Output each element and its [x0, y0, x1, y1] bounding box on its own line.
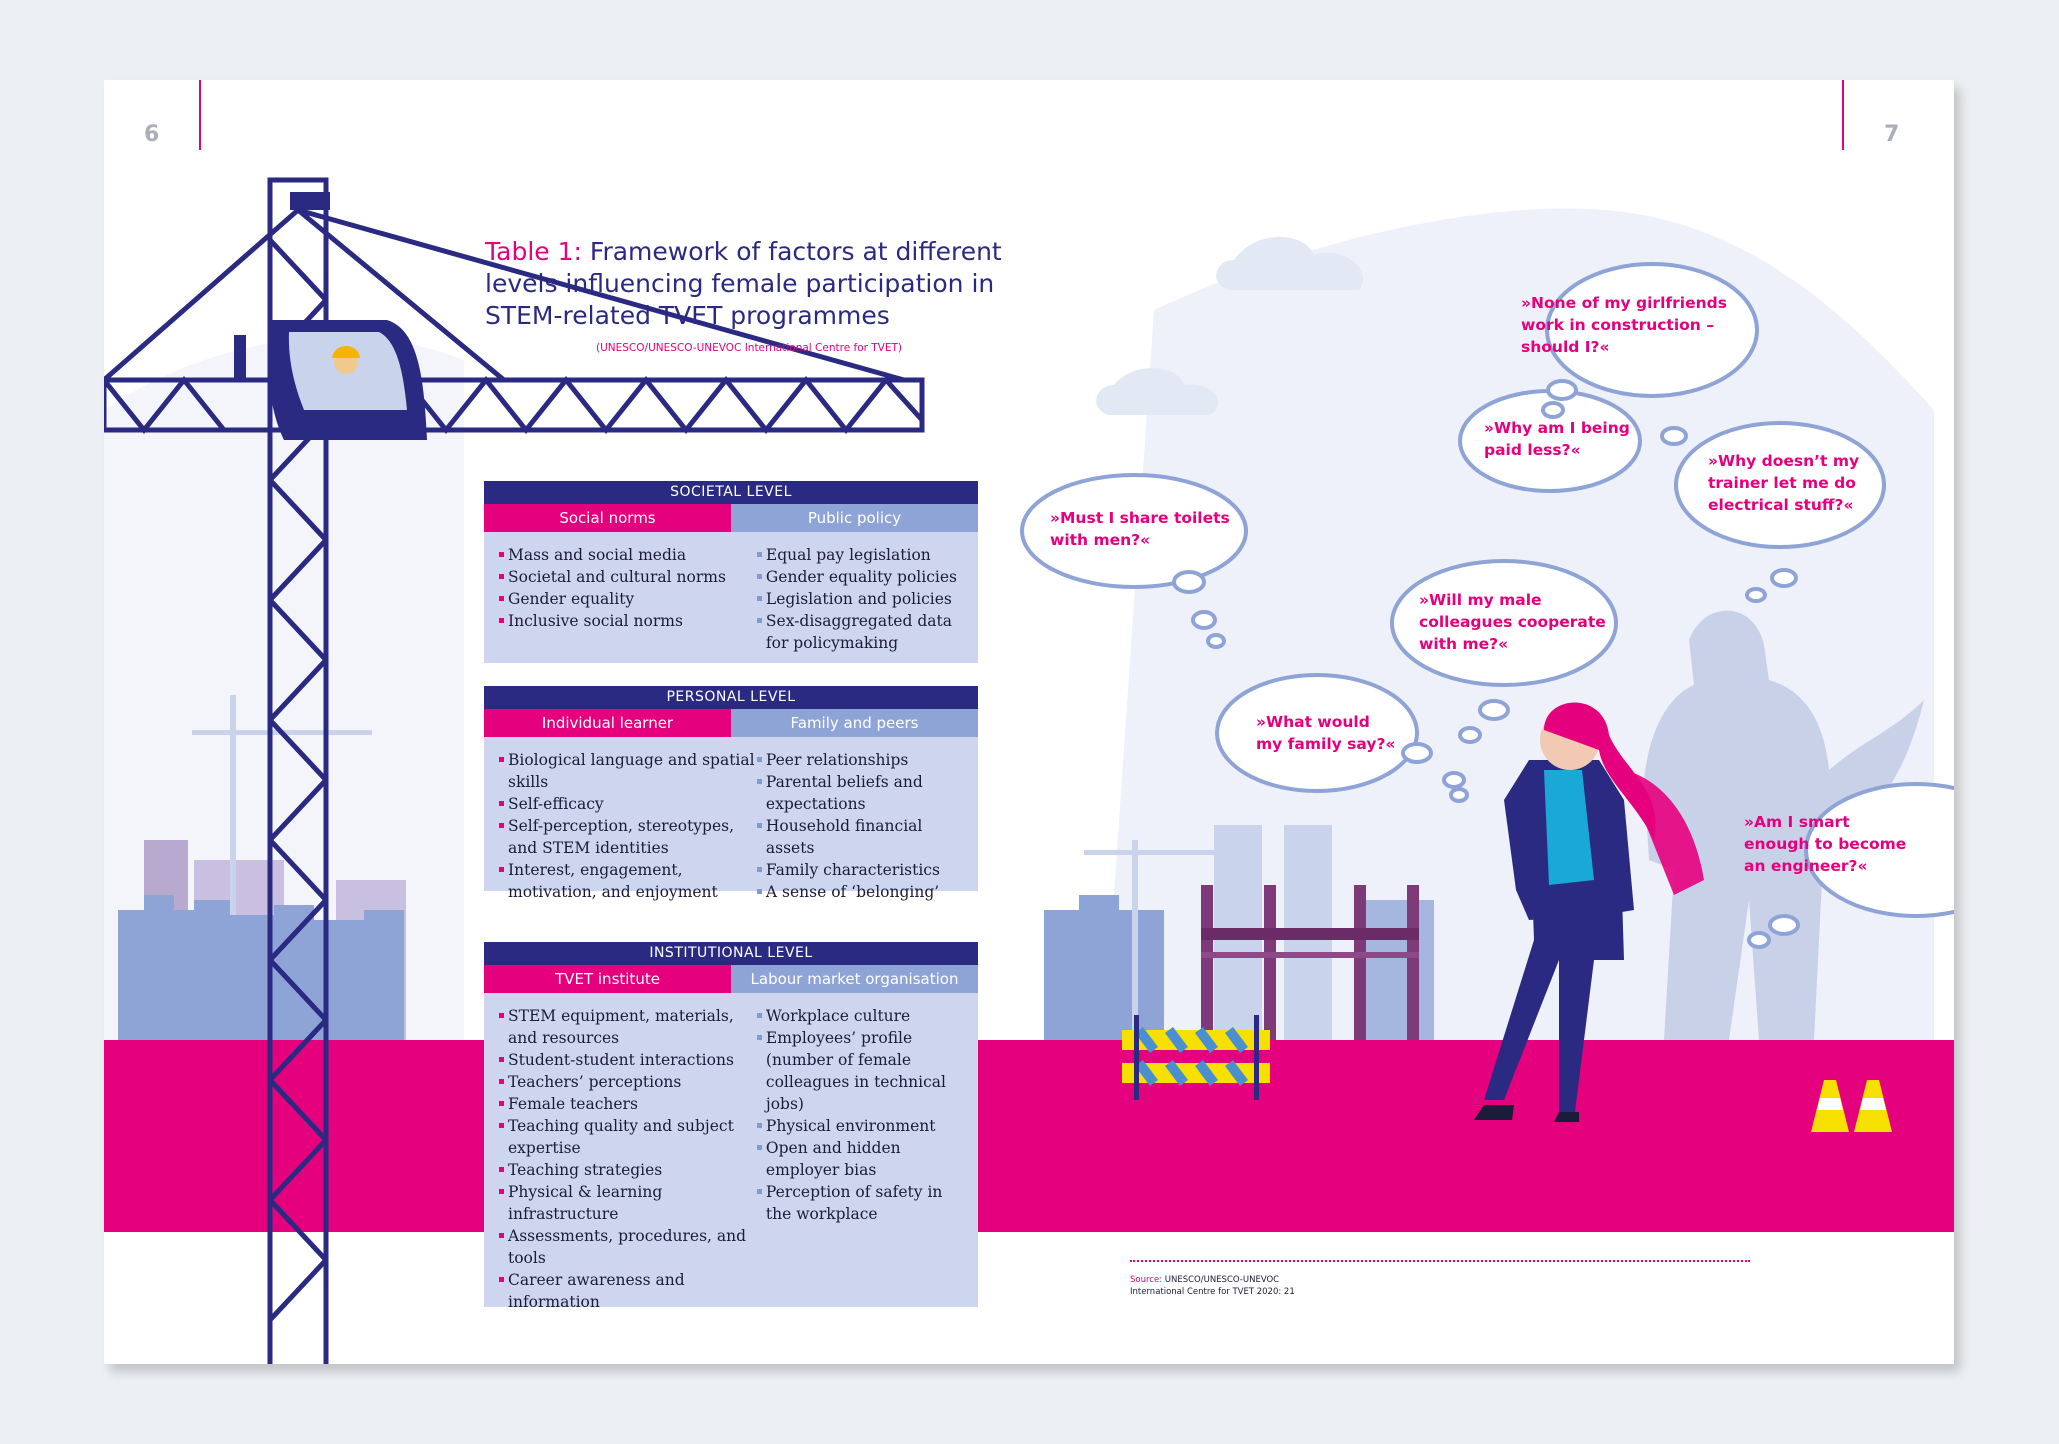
- thought-bubble-engineer: »Am I smart enough to become an engineer?«: [1744, 813, 1907, 875]
- page-number-right: 7: [1884, 122, 1900, 147]
- column-heading: Public policy: [731, 504, 978, 532]
- column-heading: Social norms: [484, 504, 731, 532]
- list-item: Physical & learning infrastructure: [508, 1181, 766, 1225]
- list-item: A sense of ‘belonging’: [766, 881, 968, 903]
- dotted-rule: [1130, 1260, 1750, 1262]
- table-credit: (UNESCO/UNESCO-UNEVOC International Centre for TVET): [596, 342, 903, 354]
- list-item: Gender equality: [508, 588, 766, 610]
- table-title-text: Framework of factors at different levels influencing female participation in STEM-related TVET programmes: [485, 237, 1002, 330]
- list-item: Physical environment: [766, 1115, 968, 1137]
- list-item: Parental beliefs and expectations: [766, 771, 968, 815]
- brochure-spread: [104, 80, 1954, 1364]
- list-item: Mass and social media: [508, 544, 766, 566]
- list-item: Female teachers: [508, 1093, 766, 1115]
- list-item: Household financial assets: [766, 815, 968, 859]
- level-heading: PERSONAL LEVEL: [484, 686, 978, 709]
- list-item: Teaching strategies: [508, 1159, 766, 1181]
- table-personal-level: [484, 686, 978, 901]
- table-institutional-level: [484, 942, 978, 1311]
- background-illustration: [104, 80, 1954, 1364]
- page-rule-right: [1842, 80, 1844, 150]
- thought-bubble-family: »What would my family say?«: [1256, 713, 1396, 753]
- list-item: Perception of safety in the workplace: [766, 1181, 968, 1225]
- list-item: Family characteristics: [766, 859, 968, 881]
- list-item: Student-student interactions: [508, 1049, 766, 1071]
- list-item: Peer relationships: [766, 749, 968, 771]
- list-item: Gender equality policies: [766, 566, 968, 588]
- list-item: STEM equipment, materials, and resources: [508, 1005, 766, 1049]
- table-societal-level: [484, 481, 978, 663]
- page-number-left: 6: [144, 122, 160, 147]
- list-item: Equal pay legislation: [766, 544, 968, 566]
- column-heading: Individual learner: [484, 709, 731, 737]
- list-item: Career awareness and information: [508, 1269, 766, 1313]
- thought-bubble-girlfriends: »None of my girlfriends work in construction – should I?«: [1521, 294, 1727, 356]
- source-line: International Centre for TVET 2020: 21: [1130, 1287, 1295, 1297]
- table-title: [485, 236, 1005, 332]
- thought-bubble-toilets: »Must I share toilets with men?«: [1050, 509, 1230, 549]
- page-rule-left: [199, 80, 201, 150]
- list-item: Sex-disaggregated data for policymaking: [766, 610, 968, 654]
- list-item: Teaching quality and subject expertise: [508, 1115, 766, 1159]
- list-item: Self-perception, stereotypes, and STEM identities: [508, 815, 766, 859]
- list-item: Assessments, procedures, and tools: [508, 1225, 766, 1269]
- list-item: Inclusive social norms: [508, 610, 766, 632]
- column-heading: TVET institute: [484, 965, 731, 993]
- column-heading: Family and peers: [731, 709, 978, 737]
- list-item: Interest, engagement, motivation, and enjoyment: [508, 859, 766, 903]
- list-item: Open and hidden employer bias: [766, 1137, 968, 1181]
- source-line: UNESCO/UNESCO-UNEVOC: [1162, 1275, 1280, 1285]
- source-note: [1130, 1274, 1295, 1298]
- list-item: Teachers’ perceptions: [508, 1071, 766, 1093]
- list-item: Employees’ profile (number of female colleagues in technical jobs): [766, 1027, 968, 1115]
- level-heading: SOCIETAL LEVEL: [484, 481, 978, 504]
- thought-bubble-trainer: »Why doesn’t my trainer let me do electrical stuff?«: [1708, 452, 1860, 514]
- list-item: Self-efficacy: [508, 793, 766, 815]
- thought-bubble-pay: »Why am I being paid less?«: [1484, 419, 1630, 459]
- list-item: Biological language and spatial skills: [508, 749, 766, 793]
- list-item: Societal and cultural norms: [508, 566, 766, 588]
- thought-bubble-colleagues: »Will my male colleagues cooperate with me?«: [1419, 591, 1606, 653]
- list-item: Legislation and policies: [766, 588, 968, 610]
- source-label: Source:: [1130, 1275, 1163, 1285]
- table-label: Table 1:: [485, 237, 582, 266]
- level-heading: INSTITUTIONAL LEVEL: [484, 942, 978, 965]
- column-heading: Labour market organisation: [731, 965, 978, 993]
- list-item: Workplace culture: [766, 1005, 968, 1027]
